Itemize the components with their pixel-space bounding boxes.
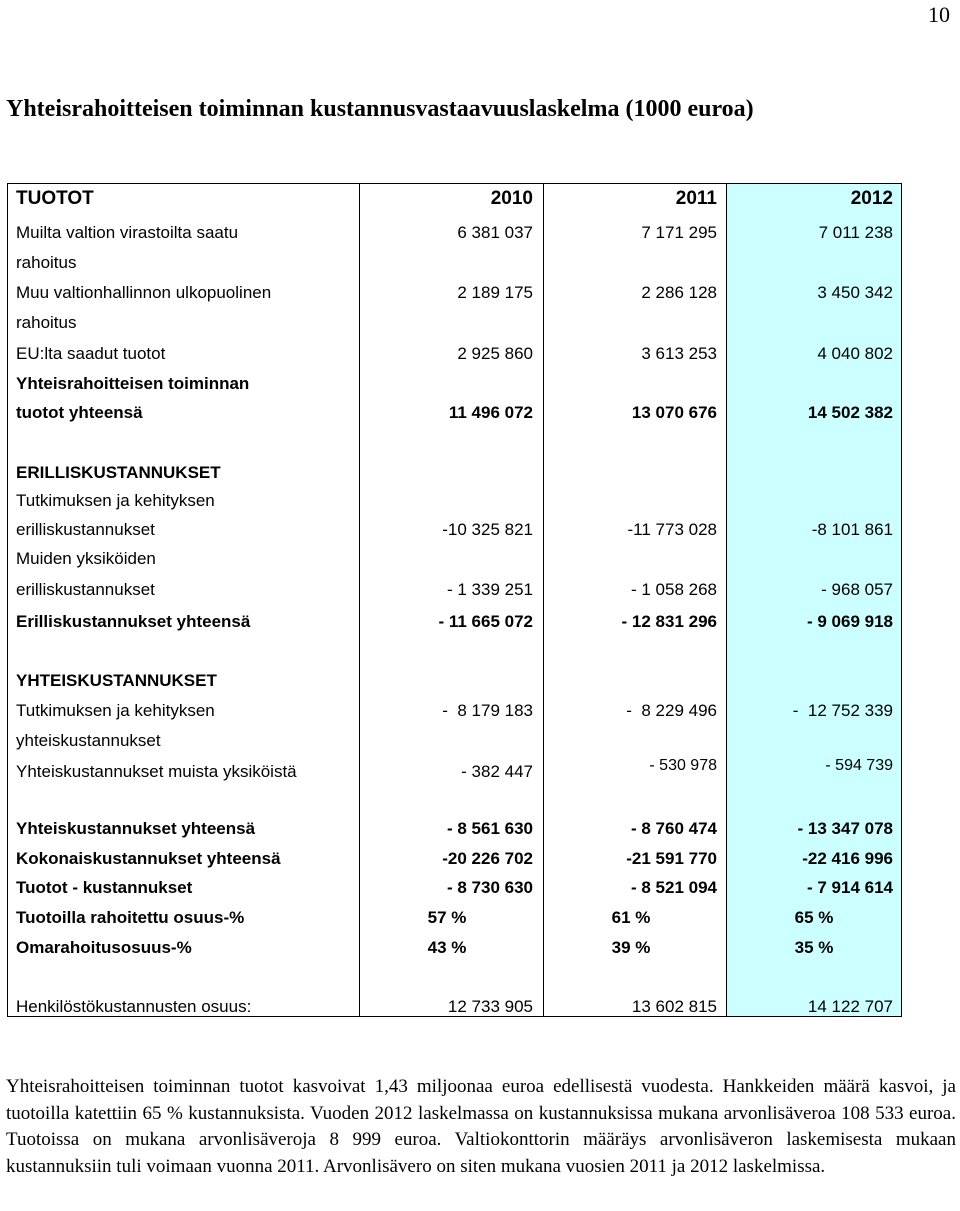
row-label: erilliskustannukset [16, 580, 155, 599]
value-2010: 57 % [427, 908, 467, 927]
value-2011: 2 286 128 [641, 283, 717, 302]
value-2010: -10 325 821 [442, 520, 533, 539]
column-divider-2012 [726, 184, 727, 1016]
value-2012: -8 101 861 [811, 520, 893, 539]
value-2011: - 8 229 496 [626, 701, 717, 720]
value-2012: 4 040 802 [817, 344, 893, 363]
value-2010: -20 226 702 [442, 849, 533, 868]
value-2012: 35 % [794, 938, 834, 957]
row-label: rahoitus [16, 253, 77, 272]
value-2011: - 530 978 [649, 757, 717, 774]
row-label: Tuotoilla rahoitettu osuus-% [16, 908, 245, 927]
year-header-2011: 2011 [675, 188, 717, 209]
value-2012: - 9 069 918 [806, 612, 893, 631]
value-2012: 65 % [794, 908, 834, 927]
value-2012: 14 502 382 [807, 403, 893, 422]
income-heading: TUOTOT [16, 188, 94, 209]
value-2012: - 968 057 [821, 580, 893, 599]
explanatory-note: Yhteisrahoitteisen toiminnan tuotot kasvoivat 1,43 miljoonaa euroa edellisestä vuodesta. Hankkeiden määrä kasvoi, ja tuotoilla katettiin 65 % kustannuksista. Vuoden 2012 laskelmassa on kustannuksissa mukana arvonlisäveroa 108 533 euroa. Tuotoissa on mukana arvonlisäveroja 8 999 euroa. Valtiokonttorin määräys arvonlisäveron laskemisesta mukaan kustannuksiin tuli voimaan vuonna 2011. Arvonlisävero on siten mukana vuosien 2011 ja 2012 laskelmissa. [6, 1076, 956, 1177]
value-2011: -11 773 028 [627, 520, 717, 539]
year-header-2010: 2010 [490, 188, 533, 209]
page-title: Yhteisrahoitteisen toiminnan kustannusvastaavuuslaskelma (1000 euroa) [6, 96, 754, 122]
value-2012: 3 450 342 [817, 283, 893, 302]
value-2012: - 7 914 614 [806, 878, 893, 897]
row-label: Muilta valtion virastoilta saatu [16, 223, 239, 242]
row-label: Tutkimuksen ja kehityksen [16, 491, 215, 510]
value-2012: - 594 739 [825, 757, 893, 774]
value-2012: - 12 752 339 [792, 701, 893, 720]
value-2010: - 8 730 630 [446, 878, 533, 897]
value-2011: 61 % [611, 908, 651, 927]
value-2010: - 382 447 [461, 762, 533, 781]
value-2012: 7 011 238 [818, 223, 893, 242]
value-2011: 7 171 295 [641, 223, 717, 242]
value-2011: 13 602 815 [631, 997, 717, 1016]
value-2012: -22 416 996 [802, 849, 893, 868]
value-2010: - 11 665 072 [438, 612, 533, 631]
value-2010: - 1 339 251 [446, 580, 533, 599]
row-label: erilliskustannukset [16, 520, 155, 539]
value-2010: - 8 179 183 [442, 701, 533, 720]
value-2012: - 13 347 078 [797, 819, 893, 838]
row-label: Kokonaiskustannukset yhteensä [16, 849, 281, 868]
row-label: rahoitus [16, 313, 77, 332]
value-2011: 13 070 676 [631, 403, 717, 422]
row-label: Erilliskustannukset yhteensä [16, 612, 251, 631]
row-label: Henkilöstökustannusten osuus: [16, 997, 252, 1016]
row-label: Yhteiskustannukset yhteensä [16, 819, 256, 838]
cost-table [7, 183, 902, 1017]
value-2010: 2 189 175 [457, 283, 533, 302]
row-label: yhteiskustannukset [16, 731, 161, 750]
value-2010: 2 925 860 [457, 344, 533, 363]
value-2010: 11 496 072 [448, 403, 533, 422]
value-2012: 14 122 707 [807, 997, 893, 1016]
year-header-2012: 2012 [850, 188, 893, 209]
page-number: 10 [928, 2, 950, 27]
section-heading: YHTEISKUSTANNUKSET [16, 671, 217, 690]
value-2010: 6 381 037 [457, 223, 533, 242]
row-label: Tuotot - kustannukset [16, 878, 193, 897]
section-heading: ERILLISKUSTANNUKSET [16, 463, 221, 482]
value-2011: 39 % [611, 938, 651, 957]
row-label: Muiden yksiköiden [16, 549, 156, 568]
row-label: Omarahoitusosuus-% [16, 938, 192, 957]
row-label: tuotot yhteensä [16, 403, 143, 422]
column-divider-2011 [543, 184, 544, 1016]
value-2011: - 1 058 268 [630, 580, 717, 599]
value-2011: 3 613 253 [641, 344, 717, 363]
row-label: EU:lta saadut tuotot [16, 344, 166, 363]
row-label: Yhteiskustannukset muista yksiköistä [16, 762, 297, 781]
value-2011: - 8 521 094 [630, 878, 717, 897]
row-label: Tutkimuksen ja kehityksen [16, 701, 215, 720]
row-label: Muu valtionhallinnon ulkopuolinen [16, 283, 272, 302]
value-2011: - 12 831 296 [621, 612, 717, 631]
value-2010: 12 733 905 [447, 997, 533, 1016]
column-divider-2010 [359, 184, 360, 1016]
value-2010: 43 % [427, 938, 467, 957]
value-2010: - 8 561 630 [446, 819, 533, 838]
value-2011: -21 591 770 [626, 849, 717, 868]
value-2011: - 8 760 474 [630, 819, 717, 838]
row-label: Yhteisrahoitteisen toiminnan [16, 374, 250, 393]
